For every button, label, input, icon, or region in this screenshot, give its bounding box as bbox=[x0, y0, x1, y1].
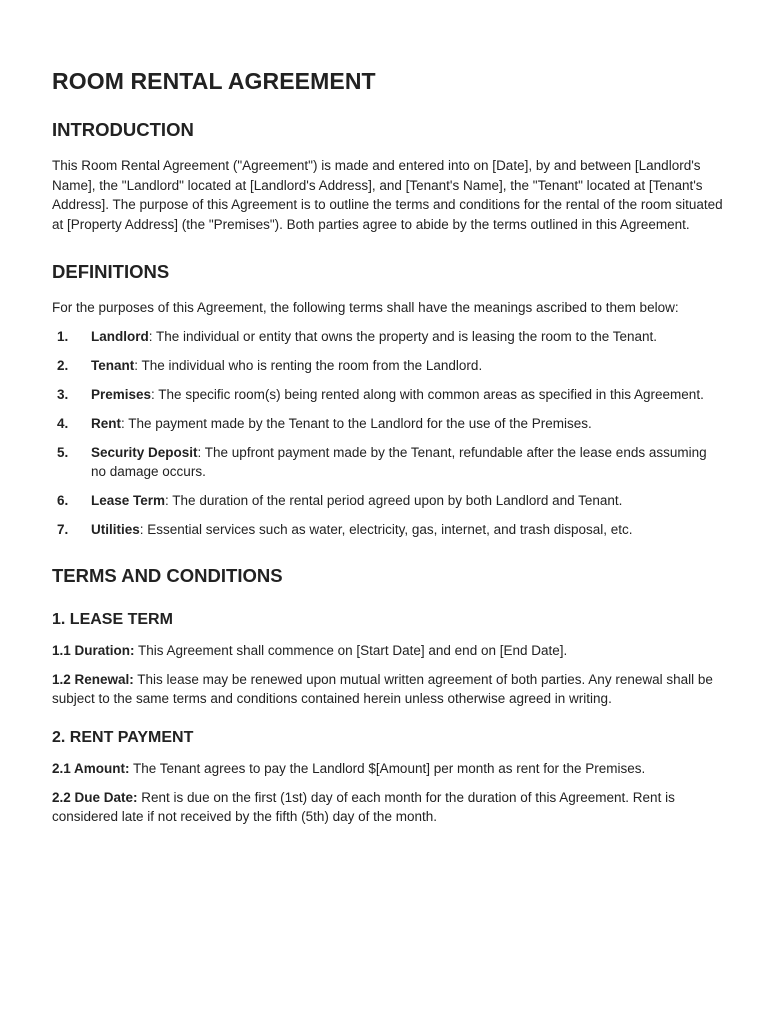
document-page bbox=[52, 68, 724, 836]
definitions-list bbox=[52, 327, 724, 540]
definition-text: : The upfront payment made by the Tenant, refundable after the lease ends assuming no damage occurs. bbox=[91, 444, 707, 479]
clause-text: This lease may be renewed upon mutual written agreement of both parties. Any renewal shall be subject to the same terms and conditions contained herein unless otherwise agreed in writing. bbox=[52, 671, 713, 706]
clause-due-date bbox=[52, 788, 724, 827]
introduction-heading: INTRODUCTION bbox=[52, 119, 194, 140]
definition-term: Landlord bbox=[91, 328, 149, 344]
list-number: 3. bbox=[57, 386, 69, 402]
list-number: 2. bbox=[57, 357, 69, 373]
list-number: 5. bbox=[57, 444, 69, 460]
clause-text: Rent is due on the first (1st) day of each month for the duration of this Agreement. Rent is considered late if not received by the fifth (5th) day of the month. bbox=[52, 789, 675, 824]
clause-amount bbox=[52, 759, 724, 779]
clause-label: 2.2 Due Date: bbox=[52, 789, 138, 805]
definition-term: Lease Term bbox=[91, 493, 166, 508]
list-item bbox=[52, 520, 724, 540]
definition-term: Security Deposit bbox=[91, 444, 198, 460]
definition-term: Tenant bbox=[91, 357, 135, 373]
clause-label: 1.2 Renewal: bbox=[52, 671, 134, 687]
definition-text: : The duration of the rental period agreed upon by both Landlord and Tenant. bbox=[165, 493, 623, 508]
clause-duration bbox=[52, 641, 724, 661]
clause-label: 2.1 Amount: bbox=[52, 760, 130, 776]
definition-text: : The individual who is renting the room from the Landlord. bbox=[134, 357, 483, 373]
document-title: ROOM RENTAL AGREEMENT bbox=[52, 68, 376, 94]
list-item bbox=[52, 356, 724, 376]
definitions-heading: DEFINITIONS bbox=[52, 261, 170, 282]
list-number: 1. bbox=[57, 328, 69, 344]
list-number: 6. bbox=[57, 493, 69, 508]
definition-term: Premises bbox=[91, 386, 152, 402]
lease-term-heading: 1. LEASE TERM bbox=[52, 610, 173, 628]
list-item bbox=[52, 327, 724, 347]
definition-text: : The payment made by the Tenant to the Landlord for the use of the Premises. bbox=[121, 415, 592, 431]
list-item bbox=[52, 414, 724, 434]
definition-text: : Essential services such as water, electricity, gas, internet, and trash disposal, etc. bbox=[139, 522, 633, 537]
terms-heading: TERMS AND CONDITIONS bbox=[52, 564, 283, 586]
definition-text: : The specific room(s) being rented along with common areas as specified in this Agreement. bbox=[151, 386, 704, 402]
definition-text: : The individual or entity that owns the property and is leasing the room to the Tenant. bbox=[148, 328, 658, 344]
introduction-paragraph: This Room Rental Agreement ("Agreement") is made and entered into on [Date], by and between [Landlord's Name], the "Landlord" located at [Landlord's Address], and [Tenant's Name], the "Tenant" located at [Tenant's Address]. The purpose of this Agreement is to outline the terms and conditions for the rental of the room situated at [Property Address] (the "Premises"). Both parties agree to abide by the terms outlined in this Agreement. bbox=[52, 158, 723, 232]
definitions-intro: For the purposes of this Agreement, the following terms shall have the meanings ascribed to them below: bbox=[52, 300, 679, 315]
rent-payment-heading: 2. RENT PAYMENT bbox=[52, 728, 194, 746]
clause-renewal bbox=[52, 670, 724, 709]
list-item bbox=[52, 385, 724, 405]
list-number: 4. bbox=[57, 415, 69, 431]
definition-term: Rent bbox=[91, 415, 121, 431]
list-item bbox=[52, 443, 724, 482]
list-item bbox=[52, 491, 724, 511]
definition-term: Utilities bbox=[91, 522, 140, 537]
list-number: 7. bbox=[57, 522, 69, 537]
clause-text: This Agreement shall commence on [Start Date] and end on [End Date]. bbox=[134, 642, 568, 658]
clause-label: 1.1 Duration: bbox=[52, 642, 135, 658]
clause-text: The Tenant agrees to pay the Landlord $[Amount] per month as rent for the Premises. bbox=[129, 760, 646, 776]
